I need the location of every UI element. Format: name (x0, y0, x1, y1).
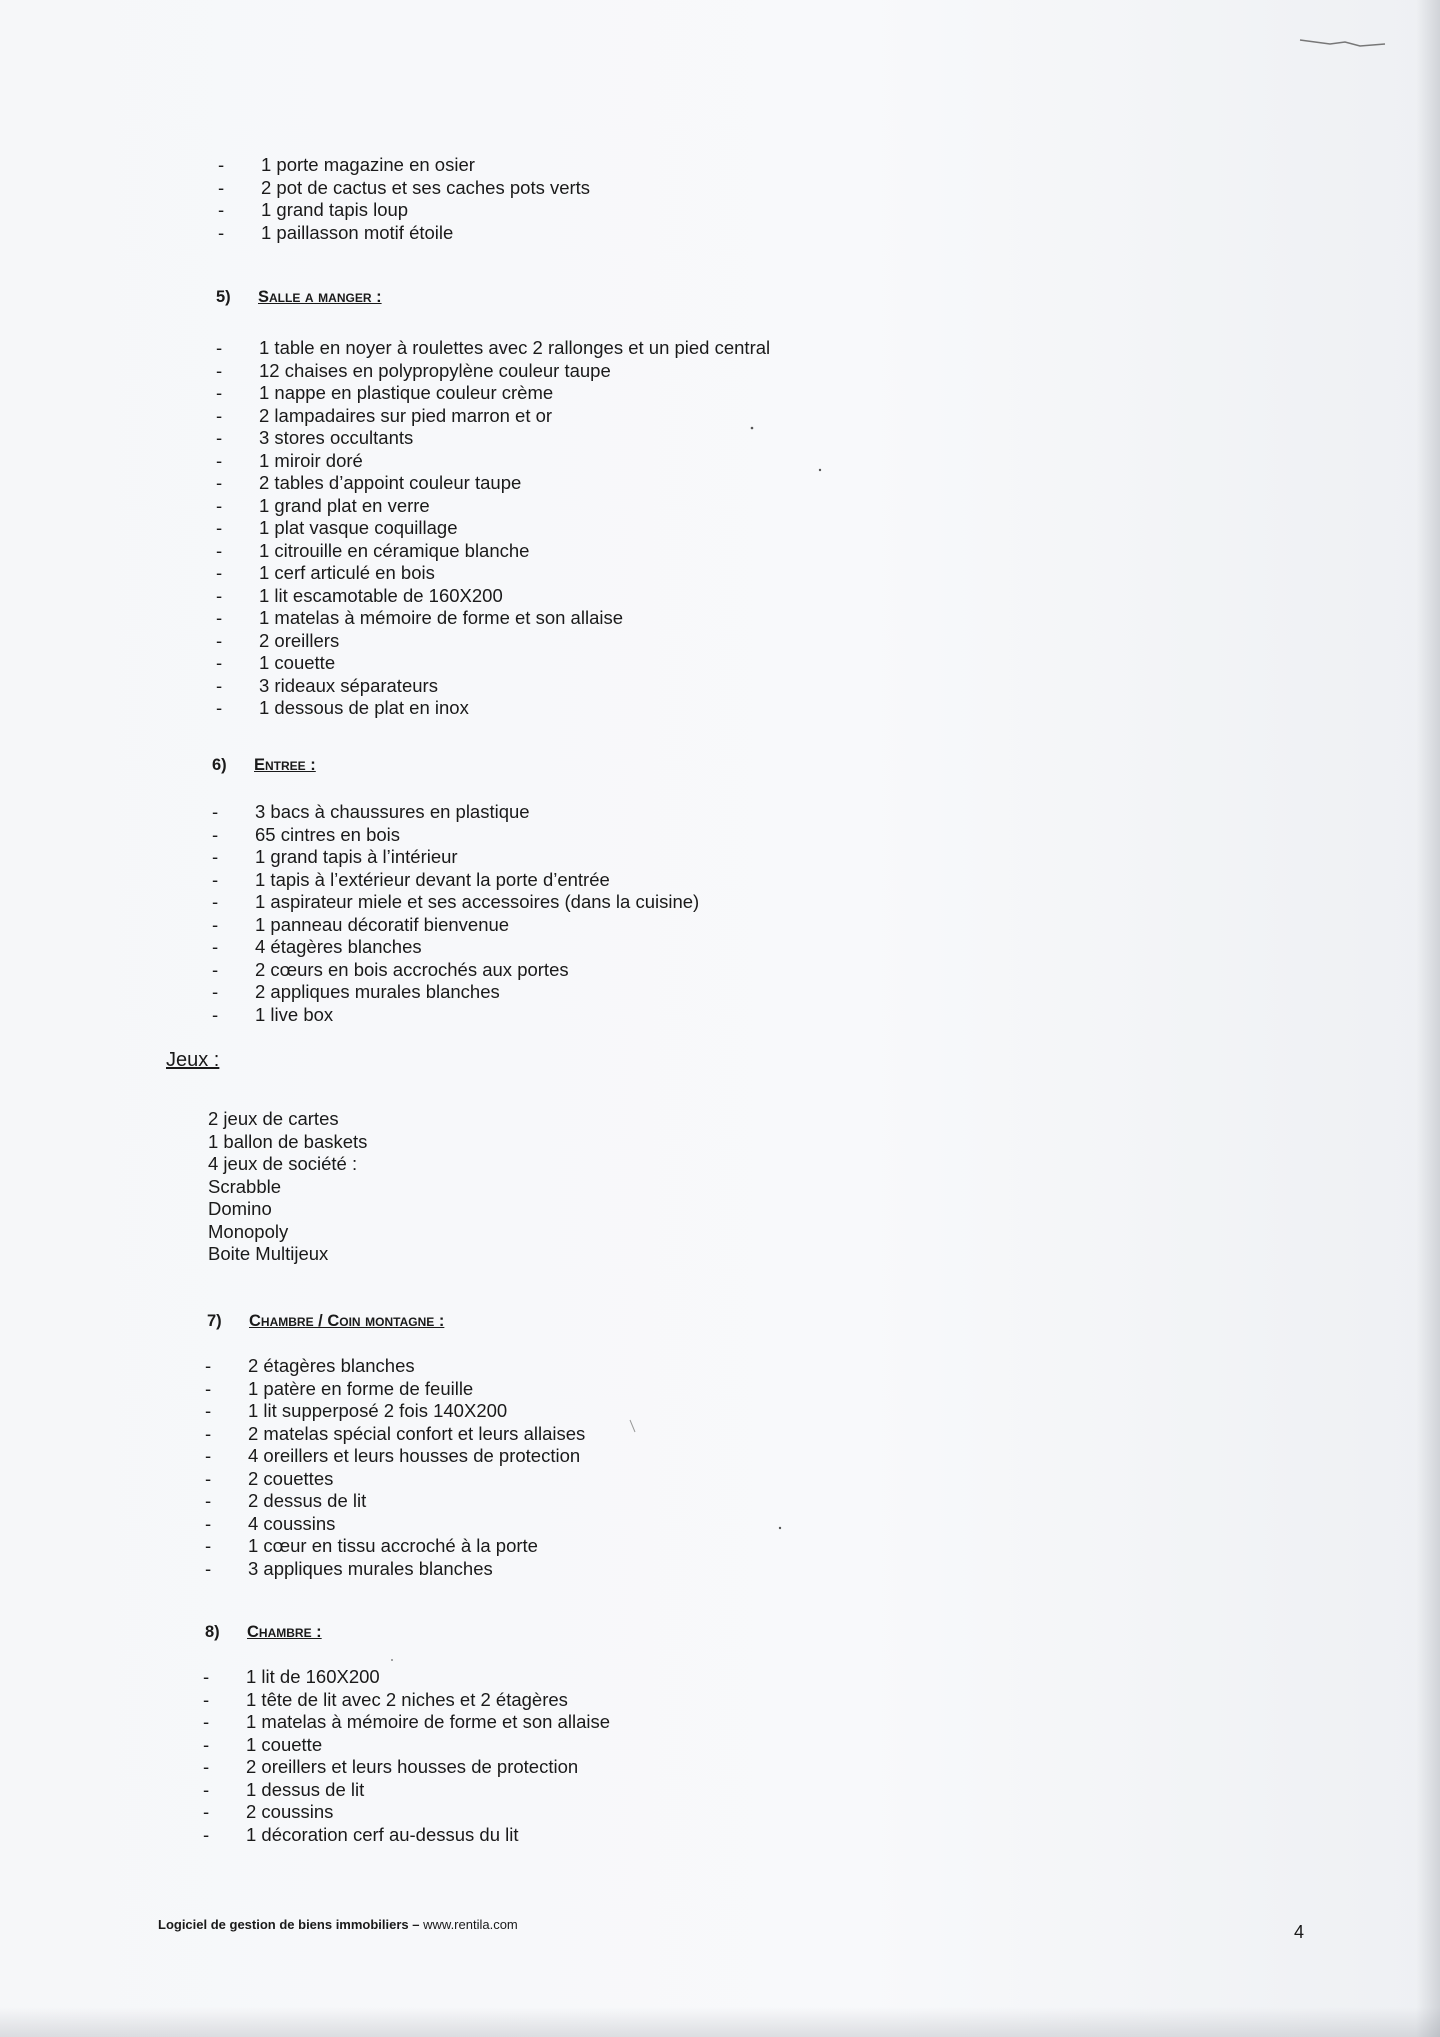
section-number: 8) (205, 1623, 220, 1641)
list-item: Domino (208, 1198, 272, 1219)
list-item: Scrabble (208, 1175, 282, 1197)
list-item: 1 ballon de baskets (208, 1130, 368, 1152)
section-title: Chambre / Coin montagne : (249, 1312, 445, 1330)
jeux-heading: Jeux : (166, 1049, 220, 1071)
list-item: Monopoly (208, 1220, 289, 1242)
list-item: 4 jeux de société : (208, 1153, 358, 1174)
section-number: 5) (216, 288, 231, 306)
section-heading-chambre (205, 1623, 322, 1642)
page-number: 4 (1294, 1922, 1305, 1942)
list-item: 2 jeux de cartes (208, 1108, 339, 1129)
footer-credit (158, 1917, 518, 1932)
list-item: Boite Multijeux (208, 1243, 329, 1264)
footer-link[interactable]: www.rentila.com (423, 1917, 518, 1932)
section-number: 7) (207, 1312, 222, 1330)
section-heading-chambre-coin-montagne (207, 1312, 444, 1331)
document-body: - 1 porte magazine en osier - 2 pot de cactus et ses caches pots verts - 1 grand tapis loup - 1 paillasson motif étoile 5) Salle a manger : - 1 table en noyer à roulettes avec 2 rallonges et un pied central - 12 chaises en polypropylène couleur taupe - 1 nappe en plastique couleur crème - 2 lampadaires sur pied marron et or - 3 stores occultants - 1 miroir doré - 2 tables d’appoint couleur taupe - 1 grand plat en verre - 1 plat vasque coquillage - 1 citrouille en céramique blanche - 1 cerf articulé en bois - 1 lit escamotable de 160X200 - 1 matelas à mémoire de forme et son allaise - 2 oreillers - 1 couette - 3 rideaux séparateurs - 1 dessous de plat en inox 6) Entree : - 3 bacs à chaussures en plastique - 65 cintres en bois - 1 grand tapis à l’intérieur - 1 tapis à l’extérieur devant la porte d’entrée - 1 aspirateur miele et ses accessoires (dans la cuisine) - 1 panneau décoratif bienvenue - 4 étagères blanches - 2 cœurs en bois accrochés aux portes - 2 appliques murales blanches - 1 live box Jeux : 2 jeux de cartes 1 ballon de baskets 4 jeux de société : Scrabble Domino Monopoly Boite Multijeux 7) Chambre / Coin montagne : - 2 étagères blanches - 1 patère en forme de feuille - 1 lit supperposé 2 fois 140X200 - 2 matelas spécial confort et leurs allaises - 4 oreillers et leurs housses de protection - 2 couettes - 2 dessus de lit - 4 coussins - 1 cœur en tissu accroché à la porte - 3 appliques murales blanches 8) Chambre : - 1 lit de 160X200 - 1 tête de lit avec 2 niches et 2 étagères - 1 matelas à mémoire de forme et son allaise - 1 couette - 2 oreillers et leurs housses de protection - 1 dessus de lit - 2 coussins - 1 décoration cerf au-dessus du lit Logiciel de gestion de biens immobiliers – www.rentila.com 4 (158, 154, 1305, 1942)
section-heading-entree (212, 756, 316, 775)
section-title: Entree : (254, 756, 316, 774)
footer-label: Logiciel de gestion de biens immobiliers – (158, 1917, 424, 1932)
section-number: 6) (212, 756, 227, 774)
jeux-item-list (208, 1108, 367, 1266)
section-title: Chambre : (247, 1623, 322, 1641)
section-heading-salle-a-manger (216, 288, 382, 307)
section-title: Salle a manger : (258, 288, 382, 306)
